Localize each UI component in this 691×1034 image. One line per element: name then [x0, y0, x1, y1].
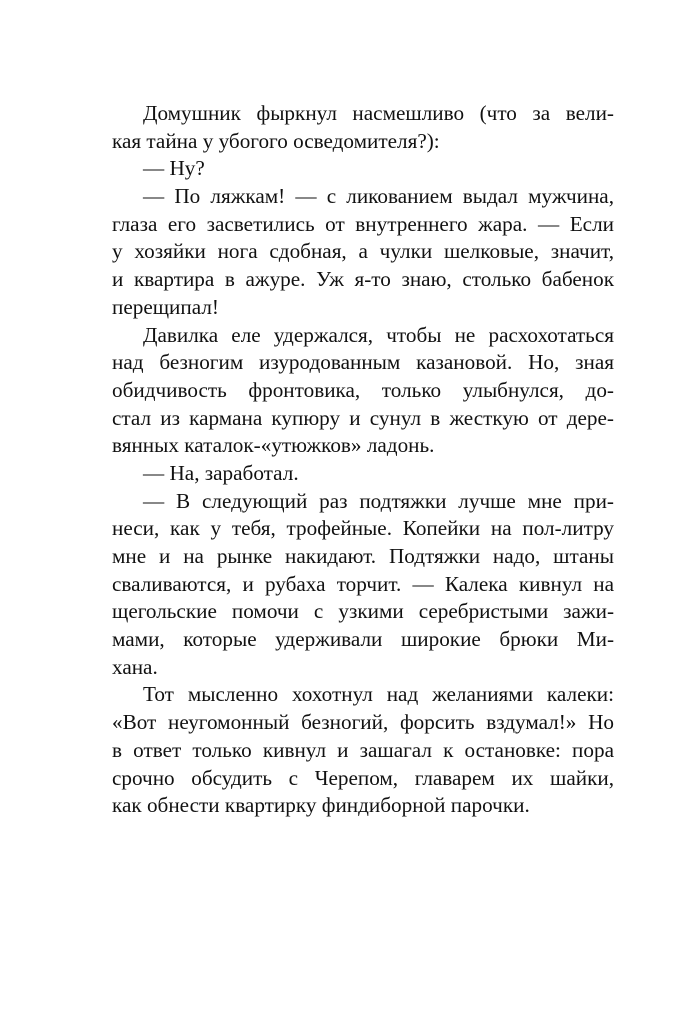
text-line: стал из кармана купюру и сунул в жесткую от дере-: [112, 405, 614, 430]
text-line: перещипал!: [112, 294, 219, 319]
text-line: мне и на рынке накидают. Подтяжки надо, штаны: [112, 544, 614, 568]
text-line: — В следующий раз подтяжки лучше мне при-: [143, 488, 614, 513]
text-line: и квартира в ажуре. Уж я-то знаю, столько бабенок: [112, 267, 614, 292]
text-line: щегольские помочи с узкими серебристыми зажи-: [112, 599, 614, 624]
text-line: в ответ только кивнул и зашагал к остановке: пора: [112, 737, 614, 762]
text-line: — Ну?: [143, 156, 205, 181]
text-line: кая тайна у убогого осведомителя?):: [112, 128, 440, 153]
text-line: как обнести квартирку финдиборной парочки.: [112, 793, 530, 818]
text-line: сваливаются, и рубаха торчит. — Калека кивнул на: [112, 571, 614, 596]
text-line: «Вот неугомонный безногий, форсить вздумал!» Но: [112, 710, 614, 735]
body-text: [112, 100, 614, 820]
text-line: Тот мысленно хохотнул над желаниями калеки:: [143, 682, 614, 707]
text-line: вянных каталок-«утюжков» ладонь.: [112, 433, 435, 458]
text-line: глаза его засветились от внутреннего жара. — Если: [112, 211, 614, 236]
text-line: Давилка еле удержался, чтобы не расхохотаться: [143, 322, 614, 347]
text-line: мами, которые удерживали широкие брюки Ми-: [112, 627, 614, 652]
text-line: — По ляжкам! — с ликованием выдал мужчина,: [143, 184, 614, 209]
text-line: обидчивость фронтовика, только улыбнулся, до-: [112, 377, 614, 402]
text-line: у хозяйки нога сдобная, а чулки шелковые, значит,: [112, 239, 614, 264]
text-line: — На, заработал.: [143, 460, 299, 485]
text-line: хана.: [112, 654, 158, 679]
text-line: срочно обсудить с Черепом, главарем их шайки,: [112, 765, 614, 790]
text-line: неси, как у тебя, трофейные. Копейки на пол-литру: [112, 516, 614, 541]
text-line: Домушник фыркнул насмешливо (что за вели-: [143, 101, 614, 125]
text-line: над безногим изуродованным казановой. Но, зная: [112, 350, 614, 375]
